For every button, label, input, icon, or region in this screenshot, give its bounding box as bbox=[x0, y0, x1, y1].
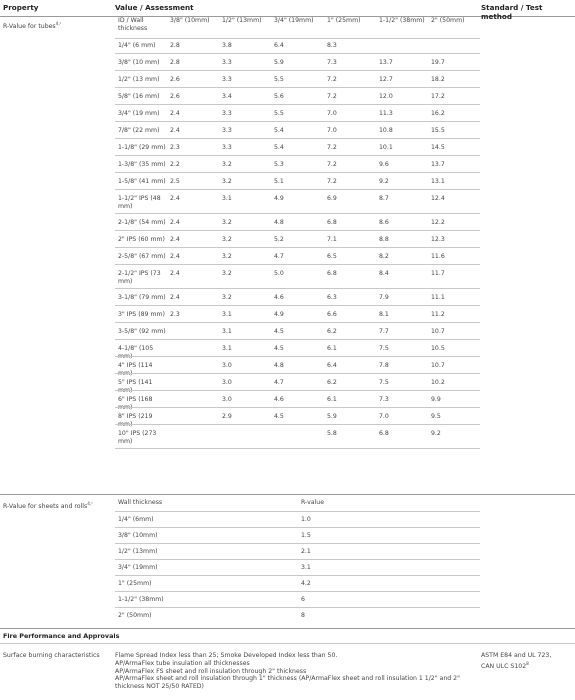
tubes-row-divider bbox=[115, 373, 480, 374]
fire-standard bbox=[481, 652, 551, 671]
tubes-row-divider bbox=[115, 390, 480, 391]
tube-rvalue-cell: 8.8 bbox=[379, 236, 389, 243]
tube-rvalue-cell: 7.2 bbox=[327, 76, 337, 83]
tube-rvalue-cell: 6.8 bbox=[379, 430, 389, 437]
sheet-rvalue-cell: 1.5 bbox=[301, 532, 311, 539]
tube-rvalue-cell: 2.3 bbox=[170, 144, 180, 151]
tube-rvalue-cell: 3.2 bbox=[222, 294, 232, 301]
sheet-rvalue-cell: 6 bbox=[301, 596, 305, 603]
tubes-row-divider bbox=[115, 230, 480, 231]
sheets-label-sup: 4,¹ bbox=[87, 501, 93, 506]
fire-description-line: thickness NOT 25/50 RATED) bbox=[115, 683, 204, 691]
tube-rvalue-cell: 2.8 bbox=[170, 59, 180, 66]
tube-rvalue-cell: 2.4 bbox=[170, 270, 180, 277]
tubes-row-divider bbox=[115, 121, 480, 122]
sheet-thickness-cell: 3/4" (19mm) bbox=[118, 564, 158, 571]
tube-rvalue-cell: 10.2 bbox=[431, 379, 445, 386]
tube-size-cell: 4-1/8" (105 mm) bbox=[118, 345, 154, 360]
tube-rvalue-cell: 5.8 bbox=[327, 430, 337, 437]
tube-rvalue-cell: 4.5 bbox=[274, 345, 284, 352]
sheet-thickness-cell: 2" (50mm) bbox=[118, 612, 152, 619]
tube-rvalue-cell: 6.6 bbox=[327, 311, 337, 318]
sheet-thickness-cell: 3/8" (10mm) bbox=[118, 532, 158, 539]
tubes-column-header: ID / Wall thickness bbox=[118, 17, 148, 32]
sheets-col-wall-thickness: Wall thickness bbox=[118, 499, 163, 506]
tube-rvalue-cell: 2.3 bbox=[170, 311, 180, 318]
tube-size-cell: 2-1/2" IPS (73 mm) bbox=[118, 270, 161, 285]
tube-rvalue-cell: 3.4 bbox=[222, 93, 232, 100]
tube-rvalue-cell: 4.9 bbox=[274, 311, 284, 318]
fire-standard-line2 bbox=[481, 660, 551, 671]
tube-rvalue-cell: 3.0 bbox=[222, 396, 232, 403]
sheet-rvalue-cell: 4.2 bbox=[301, 580, 311, 587]
tube-rvalue-cell: 2.4 bbox=[170, 195, 180, 202]
tube-size-cell: 3/4" (19 mm) bbox=[118, 110, 160, 117]
sheets-property-label bbox=[3, 501, 93, 510]
sheets-row-divider bbox=[115, 575, 480, 576]
tube-rvalue-cell: 5.5 bbox=[274, 110, 284, 117]
tube-rvalue-cell: 11.2 bbox=[431, 311, 445, 318]
tube-rvalue-cell: 4.7 bbox=[274, 253, 284, 260]
tube-rvalue-cell: 7.2 bbox=[327, 178, 337, 185]
tube-rvalue-cell: 3.8 bbox=[222, 42, 232, 49]
tubes-row-divider bbox=[115, 407, 480, 408]
tube-rvalue-cell: 12.7 bbox=[379, 76, 393, 83]
fire-section-top-border bbox=[0, 628, 575, 629]
tube-rvalue-cell: 9.5 bbox=[431, 413, 441, 420]
tube-rvalue-cell: 3.2 bbox=[222, 253, 232, 260]
tube-rvalue-cell: 2.4 bbox=[170, 127, 180, 134]
tube-rvalue-cell: 9.2 bbox=[379, 178, 389, 185]
tube-rvalue-cell: 7.5 bbox=[379, 345, 389, 352]
sheets-label-text: R-Value for sheets and rolls bbox=[3, 503, 88, 510]
tube-size-cell: 2-5/8" (67 mm) bbox=[118, 253, 166, 260]
tube-rvalue-cell: 3.2 bbox=[222, 270, 232, 277]
tube-rvalue-cell: 4.7 bbox=[274, 379, 284, 386]
tube-rvalue-cell: 10.7 bbox=[431, 362, 445, 369]
header-standard: Standard / Test method bbox=[481, 3, 543, 21]
tube-rvalue-cell: 11.7 bbox=[431, 270, 445, 277]
tubes-row-divider bbox=[115, 288, 480, 289]
fire-description-line: AP/ArmaFlex FS sheet and roll insulation through 2" thickness bbox=[115, 667, 307, 675]
tube-rvalue-cell: 5.1 bbox=[274, 178, 284, 185]
tube-rvalue-cell: 7.3 bbox=[327, 59, 337, 66]
tube-rvalue-cell: 14.5 bbox=[431, 144, 445, 151]
tube-size-cell: 1/4" (6 mm) bbox=[118, 42, 156, 49]
fire-property-label: Surface burning characteristics bbox=[3, 652, 100, 659]
tube-rvalue-cell: 6.8 bbox=[327, 270, 337, 277]
tube-size-cell: 2" IPS (60 mm) bbox=[118, 236, 165, 243]
sheet-rvalue-cell: 3.1 bbox=[301, 564, 311, 571]
tube-rvalue-cell: 10.8 bbox=[379, 127, 393, 134]
tube-rvalue-cell: 15.5 bbox=[431, 127, 445, 134]
sheets-row-divider bbox=[115, 543, 480, 544]
tube-size-cell: 8" IPS (219 mm) bbox=[118, 413, 153, 428]
tubes-header-divider bbox=[115, 38, 480, 39]
tube-rvalue-cell: 6.9 bbox=[327, 195, 337, 202]
tube-rvalue-cell: 7.9 bbox=[379, 294, 389, 301]
sheets-row-divider bbox=[115, 527, 480, 528]
tube-rvalue-cell: 6.1 bbox=[327, 396, 337, 403]
tube-rvalue-cell: 7.1 bbox=[327, 236, 337, 243]
tube-size-cell: 2-1/8" (54 mm) bbox=[118, 219, 166, 226]
tube-size-cell: 1/2" (13 mm) bbox=[118, 76, 160, 83]
tube-rvalue-cell: 12.0 bbox=[379, 93, 393, 100]
tube-rvalue-cell: 11.1 bbox=[431, 294, 445, 301]
tubes-row-divider bbox=[115, 305, 480, 306]
tube-size-cell: 1-3/8" (35 mm) bbox=[118, 161, 166, 168]
tubes-row-divider bbox=[115, 53, 480, 54]
tube-rvalue-cell: 7.2 bbox=[327, 161, 337, 168]
tube-rvalue-cell: 18.2 bbox=[431, 76, 445, 83]
fire-section-title: Fire Performance and Approvals bbox=[3, 632, 120, 640]
tube-rvalue-cell: 2.4 bbox=[170, 110, 180, 117]
tube-rvalue-cell: 5.9 bbox=[327, 413, 337, 420]
tube-rvalue-cell: 3.2 bbox=[222, 219, 232, 226]
header-property: Property bbox=[3, 3, 39, 12]
fire-standard-line2-text: CAN ULC S102 bbox=[481, 662, 527, 670]
tube-rvalue-cell: 3.3 bbox=[222, 110, 232, 117]
sheets-row-divider bbox=[115, 591, 480, 592]
tube-rvalue-cell: 6.3 bbox=[327, 294, 337, 301]
tubes-row-divider bbox=[115, 172, 480, 173]
tube-rvalue-cell: 3.0 bbox=[222, 362, 232, 369]
tube-rvalue-cell: 8.3 bbox=[327, 42, 337, 49]
tube-rvalue-cell: 10.1 bbox=[379, 144, 393, 151]
tube-rvalue-cell: 4.5 bbox=[274, 328, 284, 335]
sheets-row-divider bbox=[115, 559, 480, 560]
tube-rvalue-cell: 7.2 bbox=[327, 93, 337, 100]
header-value: Value / Assessment bbox=[115, 3, 194, 12]
tube-rvalue-cell: 6.2 bbox=[327, 328, 337, 335]
tube-rvalue-cell: 6.4 bbox=[327, 362, 337, 369]
tube-rvalue-cell: 2.6 bbox=[170, 93, 180, 100]
tube-rvalue-cell: 10.5 bbox=[431, 345, 445, 352]
tube-rvalue-cell: 4.9 bbox=[274, 195, 284, 202]
tubes-column-header: 3/8" (10mm) bbox=[170, 17, 210, 24]
tube-rvalue-cell: 2.4 bbox=[170, 219, 180, 226]
tube-rvalue-cell: 2.6 bbox=[170, 76, 180, 83]
fire-description-line: Flame Spread Index less than 25; Smoke Developed Index less than 50. bbox=[115, 652, 338, 659]
tubes-row-divider bbox=[115, 138, 480, 139]
tube-rvalue-cell: 4.8 bbox=[274, 362, 284, 369]
tubes-column-header: 1/2" (13mm) bbox=[222, 17, 262, 24]
tube-rvalue-cell: 2.9 bbox=[222, 413, 232, 420]
tube-rvalue-cell: 3.3 bbox=[222, 76, 232, 83]
tube-size-cell: 6" IPS (168 mm) bbox=[118, 396, 153, 411]
fire-description-line: AP/ArmaFlex tube insulation all thicknesses bbox=[115, 659, 250, 667]
sheet-thickness-cell: 1/2" (13mm) bbox=[118, 548, 158, 555]
tube-rvalue-cell: 5.3 bbox=[274, 161, 284, 168]
tube-rvalue-cell: 6.1 bbox=[327, 345, 337, 352]
tube-rvalue-cell: 4.8 bbox=[274, 219, 284, 226]
tubes-column-header: 3/4" (19mm) bbox=[274, 17, 314, 24]
tube-rvalue-cell: 17.2 bbox=[431, 93, 445, 100]
tube-rvalue-cell: 5.0 bbox=[274, 270, 284, 277]
tube-rvalue-cell: 11.3 bbox=[379, 110, 393, 117]
tube-rvalue-cell: 2.2 bbox=[170, 161, 180, 168]
tube-rvalue-cell: 5.4 bbox=[274, 127, 284, 134]
tube-rvalue-cell: 8.4 bbox=[379, 270, 389, 277]
tube-rvalue-cell: 8.7 bbox=[379, 195, 389, 202]
tube-rvalue-cell: 6.4 bbox=[274, 42, 284, 49]
tube-rvalue-cell: 13.7 bbox=[379, 59, 393, 66]
tubes-row-divider bbox=[115, 356, 480, 357]
tube-rvalue-cell: 9.6 bbox=[379, 161, 389, 168]
tube-size-cell: 5" IPS (141 mm) bbox=[118, 379, 153, 394]
tube-rvalue-cell: 5.2 bbox=[274, 236, 284, 243]
tubes-row-divider bbox=[115, 213, 480, 214]
tube-rvalue-cell: 10.7 bbox=[431, 328, 445, 335]
tubes-column-header: 2" (50mm) bbox=[431, 17, 465, 24]
sheet-rvalue-cell: 2.1 bbox=[301, 548, 311, 555]
tube-rvalue-cell: 2.5 bbox=[170, 178, 180, 185]
tubes-row-divider bbox=[115, 247, 480, 248]
tube-rvalue-cell: 7.2 bbox=[327, 144, 337, 151]
tubes-label-sup: 4,¹ bbox=[55, 21, 62, 26]
fire-section-divider bbox=[0, 643, 575, 644]
tubes-row-divider bbox=[115, 70, 480, 71]
tube-rvalue-cell: 7.0 bbox=[327, 110, 337, 117]
sheet-thickness-cell: 1/4" (6mm) bbox=[118, 516, 154, 523]
sheet-thickness-cell: 1-1/2" (38mm) bbox=[118, 596, 164, 603]
tube-size-cell: 4" IPS (114 mm) bbox=[118, 362, 153, 377]
sheets-row-divider bbox=[115, 607, 480, 608]
tube-rvalue-cell: 19.7 bbox=[431, 59, 445, 66]
tube-rvalue-cell: 5.5 bbox=[274, 76, 284, 83]
tube-rvalue-cell: 6.5 bbox=[327, 253, 337, 260]
tube-rvalue-cell: 12.3 bbox=[431, 236, 445, 243]
tube-rvalue-cell: 7.3 bbox=[379, 396, 389, 403]
tube-rvalue-cell: 3.3 bbox=[222, 59, 232, 66]
tube-rvalue-cell: 16.2 bbox=[431, 110, 445, 117]
tube-rvalue-cell: 2.4 bbox=[170, 253, 180, 260]
tubes-row-divider bbox=[115, 87, 480, 88]
fire-standard-sup: 8 bbox=[526, 660, 529, 666]
tube-rvalue-cell: 13.7 bbox=[431, 161, 445, 168]
tube-rvalue-cell: 4.6 bbox=[274, 294, 284, 301]
tube-rvalue-cell: 13.1 bbox=[431, 178, 445, 185]
tube-rvalue-cell: 5.6 bbox=[274, 93, 284, 100]
tubes-row-divider bbox=[115, 155, 480, 156]
tube-rvalue-cell: 3.1 bbox=[222, 345, 232, 352]
tube-size-cell: 3/8" (10 mm) bbox=[118, 59, 160, 66]
tube-rvalue-cell: 3.0 bbox=[222, 379, 232, 386]
tube-rvalue-cell: 12.2 bbox=[431, 219, 445, 226]
tube-rvalue-cell: 3.2 bbox=[222, 161, 232, 168]
tube-rvalue-cell: 3.3 bbox=[222, 127, 232, 134]
tubes-row-divider bbox=[115, 339, 480, 340]
tube-rvalue-cell: 7.0 bbox=[379, 413, 389, 420]
tubes-property-label bbox=[3, 21, 61, 30]
section-divider bbox=[0, 494, 575, 495]
tube-rvalue-cell: 8.6 bbox=[379, 219, 389, 226]
sheet-rvalue-cell: 8 bbox=[301, 612, 305, 619]
tube-size-cell: 3-5/8" (92 mm) bbox=[118, 328, 166, 335]
tube-size-cell: 7/8" (22 mm) bbox=[118, 127, 160, 134]
tubes-row-divider bbox=[115, 264, 480, 265]
tube-rvalue-cell: 7.5 bbox=[379, 379, 389, 386]
tube-rvalue-cell: 6.2 bbox=[327, 379, 337, 386]
tube-size-cell: 1-5/8" (41 mm) bbox=[118, 178, 166, 185]
tube-size-cell: 5/8" (16 mm) bbox=[118, 93, 160, 100]
tube-rvalue-cell: 8.2 bbox=[379, 253, 389, 260]
tube-rvalue-cell: 4.6 bbox=[274, 396, 284, 403]
tubes-row-divider bbox=[115, 189, 480, 190]
tube-rvalue-cell: 6.8 bbox=[327, 219, 337, 226]
tube-rvalue-cell: 7.0 bbox=[327, 127, 337, 134]
tube-rvalue-cell: 12.4 bbox=[431, 195, 445, 202]
tube-size-cell: 3" IPS (89 mm) bbox=[118, 311, 165, 318]
fire-standard-line1: ASTM E84 and UL 723, bbox=[481, 652, 552, 659]
tube-rvalue-cell: 9.9 bbox=[431, 396, 441, 403]
sheet-rvalue-cell: 1.0 bbox=[301, 516, 311, 523]
tube-size-cell: 1-1/8" (29 mm) bbox=[118, 144, 166, 151]
tube-rvalue-cell: 3.2 bbox=[222, 178, 232, 185]
tubes-row-divider bbox=[115, 104, 480, 105]
tube-rvalue-cell: 11.6 bbox=[431, 253, 445, 260]
tube-rvalue-cell: 9.2 bbox=[431, 430, 441, 437]
tube-rvalue-cell: 3.1 bbox=[222, 328, 232, 335]
sheets-header-divider bbox=[115, 511, 480, 512]
tubes-column-header: 1" (25mm) bbox=[327, 17, 361, 24]
tubes-row-divider bbox=[115, 448, 480, 449]
tubes-column-header: 1-1/2" (38mm) bbox=[379, 17, 425, 24]
tubes-row-divider bbox=[115, 424, 480, 425]
tube-rvalue-cell: 2.4 bbox=[170, 294, 180, 301]
sheets-col-rvalue: R-value bbox=[301, 499, 325, 506]
tube-rvalue-cell: 3.2 bbox=[222, 236, 232, 243]
tubes-label-text: R-Value for tubes bbox=[3, 23, 56, 30]
tube-size-cell: 10" IPS (273 mm) bbox=[118, 430, 157, 445]
tubes-row-divider bbox=[115, 322, 480, 323]
tube-rvalue-cell: 3.1 bbox=[222, 195, 232, 202]
tube-size-cell: 1-1/2" IPS (48 mm) bbox=[118, 195, 161, 210]
tube-rvalue-cell: 2.8 bbox=[170, 42, 180, 49]
tube-rvalue-cell: 8.1 bbox=[379, 311, 389, 318]
tube-rvalue-cell: 4.5 bbox=[274, 413, 284, 420]
tube-rvalue-cell: 2.4 bbox=[170, 236, 180, 243]
tube-rvalue-cell: 3.3 bbox=[222, 144, 232, 151]
tube-rvalue-cell: 5.4 bbox=[274, 144, 284, 151]
tube-size-cell: 3-1/8" (79 mm) bbox=[118, 294, 166, 301]
tube-rvalue-cell: 7.7 bbox=[379, 328, 389, 335]
tube-rvalue-cell: 3.1 bbox=[222, 311, 232, 318]
sheet-thickness-cell: 1" (25mm) bbox=[118, 580, 152, 587]
fire-description-line: AP/ArmaFlex sheet and roll insulation through 1" thickness (AP/ArmaFlex sheet and roll insulation 1 1/2" and 2" bbox=[115, 675, 460, 683]
tube-rvalue-cell: 7.8 bbox=[379, 362, 389, 369]
tube-rvalue-cell: 5.9 bbox=[274, 59, 284, 66]
